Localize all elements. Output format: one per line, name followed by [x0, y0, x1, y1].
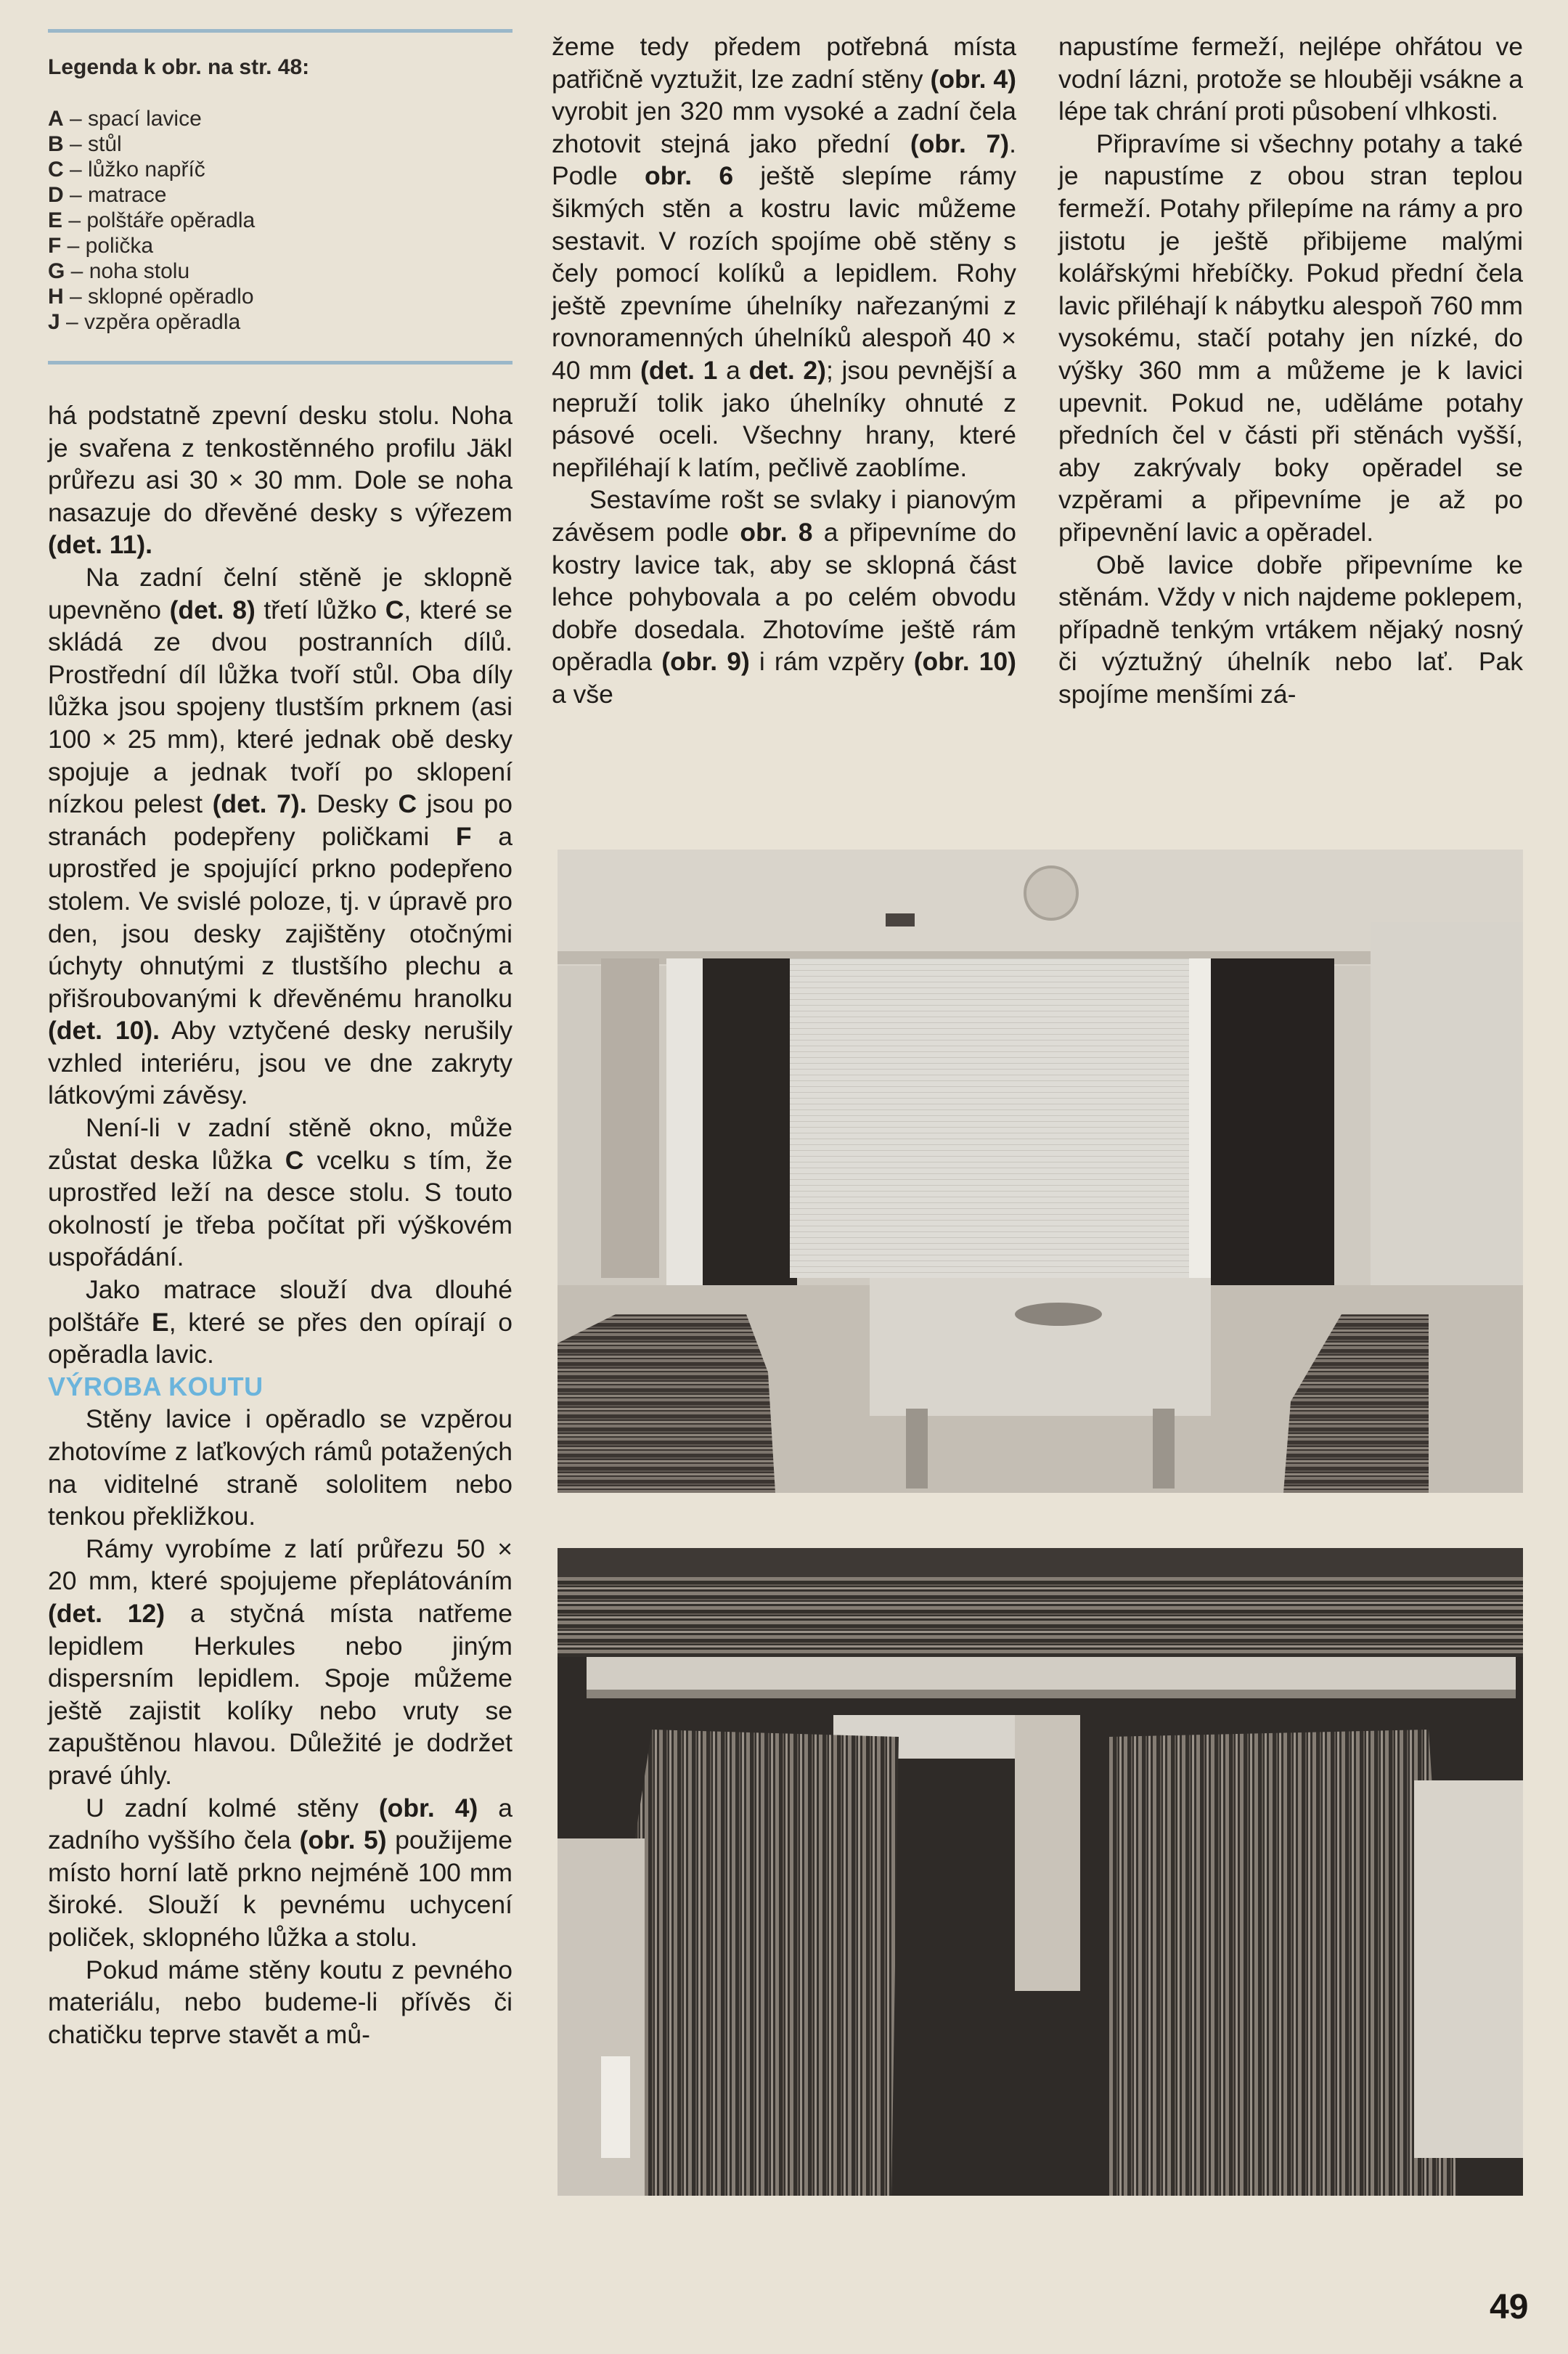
paragraph: Jako matrace slouží dva dlouhé polštáře E, které se přes den opírají o opěradla lavic. [48, 1275, 513, 1369]
text-column-3 [1058, 30, 1523, 710]
legend-item: F – polička [48, 234, 154, 258]
legend-box [48, 29, 513, 364]
legend-top-rule [48, 29, 513, 33]
photo-corner-bed-image [558, 1548, 1523, 2196]
legend-item: B – stůl [48, 132, 122, 156]
text-column-2 [552, 30, 1016, 710]
legend-item: H – sklopné opěradlo [48, 285, 254, 309]
paragraph: Sestavíme rošt se svlaky i pianovým závěsem podle obr. 8 a připevníme do kostry lavice tak, aby se sklopná část lehce pohybovala a po celém obvodu dobře dosedala. Zhotovíme ještě rám opěradla (obr. 9) i rám vzpěry (obr. 10) a vše [552, 485, 1017, 709]
paragraph: há podstatně zpevní desku stolu. Noha je svařena z tenkostěnného profilu Jäkl průřezu asi 30 × 30 mm. Dole se noha nasazuje do dřevěné desky s výřezem (det. 11). [48, 401, 513, 560]
legend-item: J – vzpěra opěradla [48, 310, 241, 334]
paragraph: Rámy vyrobíme z latí průřezu 50 × 20 mm, které spojujeme přeplátováním (det. 12) a styčná místa natřeme lepidlem Herkules nebo jiným dispersním lepidlem. Spoje můžeme ještě zajistit kolíky nebo vruty se zapuštěnou hlavou. Důležité je dodržet pravé úhly. [48, 1534, 513, 1790]
legend-item: A – spací lavice [48, 107, 202, 131]
paragraph: Pokud máme stěny koutu z pevného materiálu, nebo budeme-li přívěs či chatičku teprve stavět a mů- [48, 1955, 513, 2049]
photo-corner-day [558, 850, 1523, 1493]
paragraph: napustíme fermeží, nejlépe ohřátou ve vodní lázni, protože se hlouběji vsákne a lépe tak chrání proti působení vlhkosti. [1058, 32, 1523, 126]
legend-item: D – matrace [48, 183, 167, 207]
page-number: 49 [1490, 2288, 1529, 2326]
text-column-1 [48, 399, 513, 2050]
paragraph: Připravíme si všechny potahy a také je napustíme z obou stran teplou fermeží. Potahy přilepíme na rámy a pro jistotu je ještě přibijeme malými kolářskými hřebíčky. Pokud přední čela lavic přiléhají k nábytku alespoň 760 mm vysokému, stačí potahy jen nízké, do výšky 360 mm a můžeme je k lavici upevnit. Pokud ne, uděláme potahy předních čel v části při stěnách vyšší, aby zakrývaly boky opěradel se vzpěrami a připevníme je až po připevnění lavic a opěradel. [1058, 129, 1523, 547]
legend-item: E – polštáře opěradla [48, 208, 256, 232]
photo-corner-day-image [558, 850, 1523, 1493]
legend-item: C – lůžko napříč [48, 158, 205, 182]
section-heading: VÝROBA KOUTU [48, 1371, 264, 1401]
paragraph: U zadní kolmé stěny (obr. 4) a zadního vyššího čela (obr. 5) použijeme místo horní latě prkno nejméně 100 mm široké. Slouží k pevnému uchycení poliček, sklopného lůžka a stolu. [48, 1793, 513, 1952]
photo-corner-bed [558, 1548, 1523, 2196]
paragraph: žeme tedy předem potřebná místa patřičně vyztužit, lze zadní stěny (obr. 4) vyrobit jen 320 mm vysoké a zadní čela zhotovit stejná jako přední (obr. 7). Podle obr. 6 ještě slepíme rámy šikmých stěn a kostru lavic můžeme sestavit. V rozích spojíme obě stěny s čely pomocí kolíků a lepidlem. Rohy ještě zpevníme úhelníky nařezanými z rovnoramenných úhelníků alespoň 40 × 40 mm (det. 1 a det. 2); jsou pevnější a nepruží tolik jako úhelníky ohnuté z pásové oceli. Všechny hrany, které nepřiléhají k latím, pečlivě zaoblíme. [552, 32, 1017, 482]
paragraph: Stěny lavice i opěradlo se vzpěrou zhotovíme z laťkových rámů potažených na viditelné straně sololitem nebo tenkou překližkou. [48, 1404, 513, 1531]
paragraph: Na zadní čelní stěně je sklopně upevněno (det. 8) třetí lůžko C, které se skládá ze dvou postranních dílů. Prostřední díl lůžka tvoří stůl. Oba díly lůžka jsou spojeny tlustším prknem (asi 100 × 25 mm), které jednak obě desky spojuje a jednak tvoří po sklopení nízkou pelest (det. 7). Desky C jsou po stranách podepřeny poličkami F a uprostřed je spojující prkno podepřeno stolem. Ve svislé poloze, tj. v úpravě pro den, jsou desky zajištěny otočnými úchyty ohnutými z tlustšího plechu a přišroubovanými k dřevěnému hranolku (det. 10). Aby vztyčené desky nerušily vzhled interiéru, jsou ve dne zakryty látkovými závěsy. [48, 562, 513, 1110]
legend-item: G – noha stolu [48, 259, 190, 283]
paragraph: Není-li v zadní stěně okno, může zůstat deska lůžka C vcelku s tím, že uprostřed leží na desce stolu. S touto okolností je třeba počítat při výškovém uspořádání. [48, 1113, 513, 1272]
legend-bottom-rule [48, 361, 513, 364]
paragraph: Obě lavice dobře připevníme ke stěnám. Vždy v nich najdeme poklepem, případně tenkým vrtákem nějaký nosný či výztužný úhelník nebo lať. Pak spojíme menšími zá- [1058, 550, 1523, 709]
legend-list [48, 106, 255, 335]
legend-title: Legenda k obr. na str. 48: [48, 55, 310, 79]
